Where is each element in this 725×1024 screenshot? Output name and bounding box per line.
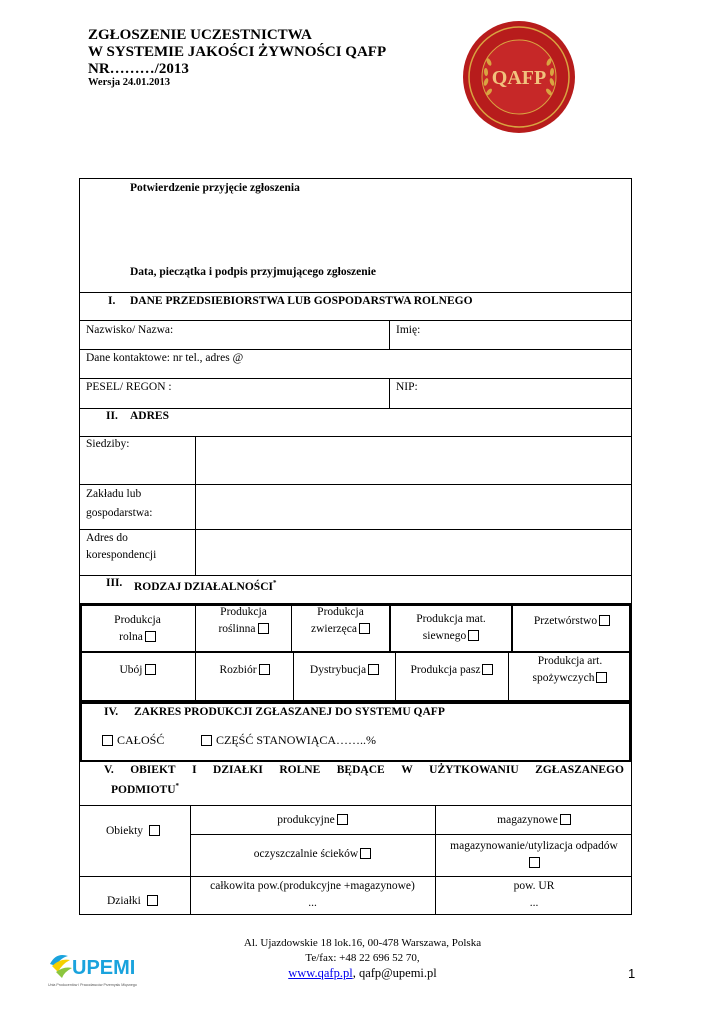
checkbox[interactable] bbox=[201, 735, 212, 746]
email-address[interactable]: qafp@upemi.pl bbox=[358, 966, 437, 980]
title-line-3: NR………/2013 bbox=[88, 61, 189, 77]
document-title bbox=[88, 27, 386, 78]
checkbox[interactable] bbox=[147, 895, 158, 906]
checkbox[interactable] bbox=[360, 848, 371, 859]
activity-food-products[interactable]: Produkcja art. spożywczych bbox=[509, 653, 631, 687]
confirmation-signature-label: Data, pieczątka i podpis przyjmującego zgłoszenie bbox=[130, 266, 376, 278]
checkbox[interactable] bbox=[145, 664, 156, 675]
section-1-number: I. bbox=[108, 295, 116, 307]
plots-ur-area: pow. UR ... bbox=[513, 880, 555, 909]
checkbox[interactable] bbox=[529, 857, 540, 868]
correspondence-address-label: Adres do korespondencji bbox=[86, 532, 157, 561]
confirmation-title: Potwierdzenie przyjęcie zgłoszenia bbox=[130, 182, 300, 194]
firstname-field-label: Imię: bbox=[396, 324, 421, 336]
objects-label[interactable]: Obiekty bbox=[106, 823, 160, 840]
checkbox[interactable] bbox=[596, 672, 607, 683]
checkbox[interactable] bbox=[258, 623, 269, 634]
title-line-2: W SYSTEMIE JAKOŚCI ŻYWNOŚCI QAFP bbox=[88, 44, 387, 60]
checkbox[interactable] bbox=[359, 623, 370, 634]
version-label: Wersja 24.01.2013 bbox=[88, 77, 170, 88]
checkbox[interactable] bbox=[468, 630, 479, 641]
section-2-number: II. bbox=[106, 410, 118, 422]
pesel-field-label: PESEL/ REGON : bbox=[86, 381, 172, 393]
section-5-title: V. OBIEKT I DZIAŁKI ROLNE BĘDĄCE W UŻYTKOWANIU ZGŁASZANEGO bbox=[104, 764, 624, 776]
seat-address-label: Siedziby: bbox=[86, 438, 130, 450]
contact-field-label: Dane kontaktowe: nr tel., adres @ bbox=[86, 352, 244, 364]
checkbox[interactable] bbox=[599, 615, 610, 626]
objects-storage[interactable]: magazynowe bbox=[436, 812, 632, 829]
footer-phone: Te/fax: +48 22 696 52 70, bbox=[305, 952, 420, 964]
scope-all-option[interactable]: CAŁOŚĆ bbox=[102, 732, 164, 749]
checkbox[interactable] bbox=[482, 664, 493, 675]
seal-text: QAFP bbox=[491, 67, 547, 89]
objects-waste-storage[interactable]: magazynowanie/utylizacja odpadów bbox=[436, 838, 632, 872]
checkbox[interactable] bbox=[368, 664, 379, 675]
section-1-title: DANE PRZEDSIEBIORSTWA LUB GOSPODARSTWA ROLNEGO bbox=[130, 295, 473, 307]
activity-feed-production[interactable]: Produkcja pasz bbox=[396, 662, 508, 679]
activity-plant-production[interactable]: Produkcja roślinna bbox=[218, 606, 267, 635]
plots-label[interactable]: Działki bbox=[107, 893, 158, 910]
section-2-title: ADRES bbox=[130, 410, 169, 422]
section-3-number: III. bbox=[106, 577, 123, 589]
checkbox[interactable] bbox=[560, 814, 571, 825]
activity-animal-production[interactable]: Produkcja zwierzęca bbox=[292, 604, 389, 638]
nip-field-label: NIP: bbox=[396, 381, 418, 393]
checkbox[interactable] bbox=[102, 735, 113, 746]
footer-address: Al. Ujazdowskie 18 lok.16, 00-478 Warszawa, Polska bbox=[243, 937, 482, 949]
activity-slaughter[interactable]: Ubój bbox=[80, 662, 195, 679]
activity-seed-production[interactable]: Produkcja mat. siewnego bbox=[416, 613, 486, 642]
svg-text:UPEMI: UPEMI bbox=[72, 957, 136, 979]
activity-processing[interactable]: Przetwórstwo bbox=[513, 613, 631, 630]
objects-productive[interactable]: produkcyjne bbox=[190, 812, 435, 829]
section-5-title-line2: PODMIOTU* bbox=[111, 782, 180, 796]
section-4-number: IV. bbox=[104, 706, 119, 718]
checkbox[interactable] bbox=[145, 631, 156, 642]
section-3-title: RODZAJ DZIAŁALNOŚCI* bbox=[134, 579, 277, 593]
activity-crop-production[interactable]: Produkcja rolna bbox=[114, 614, 161, 643]
title-line-1: ZGŁOSZENIE UCZESTNICTWA bbox=[88, 27, 312, 43]
name-field-label: Nazwisko/ Nazwa: bbox=[86, 324, 174, 336]
footer: Al. Ujazdowskie 18 lok.16, 00-478 Warszawa, Polska Te/fax: +48 22 696 52 70, www.qafp.pl, qafp@upemi.pl bbox=[0, 936, 725, 981]
plant-address-label: Zakładu lub gospodarstwa: bbox=[86, 488, 153, 519]
page-number: 1 bbox=[628, 966, 636, 981]
svg-text:Unia Producentów i Pracodawców: Unia Producentów i Pracodawców Przemysłu Mięsnego bbox=[48, 983, 137, 987]
website-link[interactable]: www.qafp.pl bbox=[288, 966, 353, 980]
qafp-seal-logo bbox=[462, 20, 576, 134]
checkbox[interactable] bbox=[259, 664, 270, 675]
objects-wastewater[interactable]: oczyszczalnie ścieków bbox=[190, 846, 435, 863]
section-4-title: ZAKRES PRODUKCJI ZGŁASZANEJ DO SYSTEMU QAFP bbox=[134, 706, 445, 718]
activity-cutting[interactable]: Rozbiór bbox=[196, 662, 293, 679]
activity-distribution[interactable]: Dystrybucja bbox=[294, 662, 395, 679]
checkbox[interactable] bbox=[149, 825, 160, 836]
scope-part-option[interactable]: CZĘŚĆ STANOWIĄCA……..% bbox=[201, 732, 376, 749]
plots-total-area: całkowita pow.(produkcyjne +magazynowe) ... bbox=[210, 880, 415, 909]
checkbox[interactable] bbox=[337, 814, 348, 825]
